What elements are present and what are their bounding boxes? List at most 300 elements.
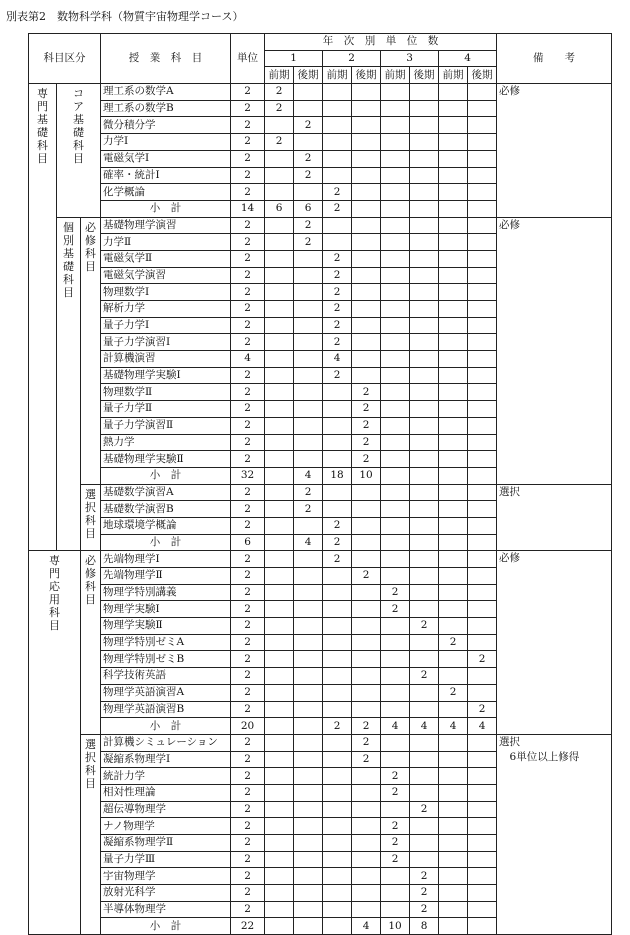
credits-cell: 2 bbox=[231, 334, 265, 351]
term-cell bbox=[381, 701, 410, 718]
term-cell bbox=[439, 434, 468, 451]
subtotal-term-cell: 2 bbox=[323, 718, 352, 735]
subject-name: 物理数学Ⅱ bbox=[101, 384, 231, 401]
term-cell bbox=[439, 167, 468, 184]
term-cell: 2 bbox=[468, 651, 497, 668]
term-cell bbox=[381, 417, 410, 434]
term-cell bbox=[265, 217, 294, 234]
subject-name: 理工系の数学A bbox=[101, 84, 231, 101]
cat-specialized-basic-label: 専門基礎科目 bbox=[37, 87, 48, 166]
term-cell bbox=[439, 618, 468, 635]
term-cell bbox=[323, 851, 352, 868]
credits-cell: 2 bbox=[231, 668, 265, 685]
cat-required bbox=[81, 217, 101, 484]
term-cell bbox=[352, 851, 381, 868]
term-cell bbox=[468, 367, 497, 384]
term-cell bbox=[294, 801, 323, 818]
term-cell bbox=[381, 150, 410, 167]
subject-name: 地球環境学概論 bbox=[101, 517, 231, 534]
header-year-2: 2 bbox=[323, 50, 381, 67]
subtotal-label: 小 計 bbox=[101, 200, 231, 217]
term-cell bbox=[352, 784, 381, 801]
subtotal-term-cell bbox=[265, 467, 294, 484]
credits-cell: 2 bbox=[231, 568, 265, 585]
term-cell bbox=[323, 451, 352, 468]
term-cell bbox=[439, 584, 468, 601]
subtotal-term-cell bbox=[352, 200, 381, 217]
term-cell bbox=[265, 351, 294, 368]
term-cell bbox=[410, 434, 439, 451]
subtotal-term-cell bbox=[381, 467, 410, 484]
term-cell bbox=[410, 317, 439, 334]
term-cell bbox=[294, 784, 323, 801]
term-cell bbox=[323, 651, 352, 668]
term-cell bbox=[323, 167, 352, 184]
subtotal-credits: 32 bbox=[231, 467, 265, 484]
term-cell bbox=[410, 401, 439, 418]
term-cell bbox=[381, 317, 410, 334]
term-cell bbox=[352, 618, 381, 635]
term-cell bbox=[468, 734, 497, 751]
subject-name: 基礎物理学実験Ⅱ bbox=[101, 451, 231, 468]
term-cell bbox=[381, 401, 410, 418]
cat-elective bbox=[81, 734, 101, 934]
term-cell bbox=[323, 434, 352, 451]
term-cell bbox=[294, 734, 323, 751]
subject-name: 理工系の数学B bbox=[101, 100, 231, 117]
term-cell: 2 bbox=[468, 701, 497, 718]
subtotal-term-cell bbox=[265, 718, 294, 735]
subject-name: 凝縮系物理学Ⅰ bbox=[101, 751, 231, 768]
credits-cell: 2 bbox=[231, 317, 265, 334]
term-cell: 2 bbox=[294, 150, 323, 167]
credits-cell: 2 bbox=[231, 84, 265, 101]
subtotal-term-cell: 6 bbox=[294, 200, 323, 217]
credits-cell: 2 bbox=[231, 801, 265, 818]
subject-name: 統計力学 bbox=[101, 768, 231, 785]
term-cell bbox=[294, 451, 323, 468]
subject-name: 物理学特別講義 bbox=[101, 584, 231, 601]
subtotal-term-cell: 8 bbox=[410, 918, 439, 935]
term-cell bbox=[439, 751, 468, 768]
term-cell: 2 bbox=[410, 901, 439, 918]
subject-name: 凝縮系物理学Ⅱ bbox=[101, 835, 231, 852]
term-cell bbox=[323, 835, 352, 852]
subtotal-label: 小 計 bbox=[101, 918, 231, 935]
subject-name: 物理学実験Ⅰ bbox=[101, 601, 231, 618]
term-cell bbox=[352, 768, 381, 785]
term-cell bbox=[352, 217, 381, 234]
term-cell bbox=[294, 334, 323, 351]
term-cell bbox=[439, 818, 468, 835]
subject-name: 放射光科学 bbox=[101, 885, 231, 902]
notes-cell: 必修 bbox=[497, 551, 612, 735]
credits-cell: 2 bbox=[231, 851, 265, 868]
credits-cell: 2 bbox=[231, 184, 265, 201]
term-cell bbox=[468, 284, 497, 301]
term-cell bbox=[468, 100, 497, 117]
term-cell bbox=[352, 818, 381, 835]
term-cell bbox=[410, 267, 439, 284]
term-cell bbox=[439, 217, 468, 234]
term-cell bbox=[381, 568, 410, 585]
term-cell bbox=[265, 434, 294, 451]
term-cell bbox=[439, 835, 468, 852]
credits-cell: 2 bbox=[231, 584, 265, 601]
term-cell: 2 bbox=[294, 234, 323, 251]
term-cell bbox=[439, 334, 468, 351]
term-cell bbox=[265, 517, 294, 534]
term-cell bbox=[410, 417, 439, 434]
term-cell bbox=[352, 584, 381, 601]
term-cell bbox=[410, 84, 439, 101]
term-cell bbox=[352, 684, 381, 701]
header-term: 前期 bbox=[439, 67, 468, 84]
term-cell bbox=[439, 384, 468, 401]
term-cell bbox=[323, 217, 352, 234]
term-cell bbox=[381, 134, 410, 151]
credits-cell: 4 bbox=[231, 351, 265, 368]
table-row bbox=[29, 84, 612, 101]
term-cell: 2 bbox=[352, 434, 381, 451]
term-cell bbox=[323, 384, 352, 401]
term-cell bbox=[294, 317, 323, 334]
term-cell: 2 bbox=[294, 501, 323, 518]
term-cell bbox=[265, 384, 294, 401]
header-row-years bbox=[29, 34, 612, 51]
term-cell bbox=[468, 234, 497, 251]
term-cell bbox=[294, 601, 323, 618]
term-cell bbox=[323, 601, 352, 618]
term-cell bbox=[294, 885, 323, 902]
term-cell bbox=[352, 234, 381, 251]
term-cell bbox=[294, 768, 323, 785]
term-cell bbox=[352, 267, 381, 284]
term-cell bbox=[352, 317, 381, 334]
term-cell bbox=[294, 301, 323, 318]
credits-cell: 2 bbox=[231, 417, 265, 434]
subject-name: 熱力学 bbox=[101, 434, 231, 451]
table-row bbox=[29, 734, 612, 751]
term-cell bbox=[439, 234, 468, 251]
term-cell bbox=[294, 434, 323, 451]
credits-cell: 2 bbox=[231, 751, 265, 768]
term-cell bbox=[381, 167, 410, 184]
term-cell: 2 bbox=[381, 784, 410, 801]
curriculum-body bbox=[29, 34, 612, 935]
term-cell bbox=[323, 568, 352, 585]
term-cell: 2 bbox=[294, 217, 323, 234]
term-cell bbox=[468, 484, 497, 501]
subtotal-term-cell bbox=[381, 200, 410, 217]
term-cell: 2 bbox=[381, 768, 410, 785]
header-term: 前期 bbox=[265, 67, 294, 84]
term-cell bbox=[352, 484, 381, 501]
term-cell bbox=[294, 384, 323, 401]
term-cell bbox=[265, 668, 294, 685]
term-cell bbox=[468, 250, 497, 267]
notes-cell: 必修 bbox=[497, 217, 612, 484]
term-cell bbox=[381, 117, 410, 134]
term-cell bbox=[294, 751, 323, 768]
term-cell bbox=[439, 651, 468, 668]
term-cell bbox=[265, 768, 294, 785]
term-cell bbox=[265, 568, 294, 585]
term-cell bbox=[294, 367, 323, 384]
term-cell: 2 bbox=[265, 100, 294, 117]
term-cell bbox=[352, 651, 381, 668]
header-term: 前期 bbox=[381, 67, 410, 84]
credits-cell: 2 bbox=[231, 451, 265, 468]
term-cell bbox=[352, 250, 381, 267]
term-cell bbox=[294, 351, 323, 368]
term-cell bbox=[323, 668, 352, 685]
term-cell bbox=[323, 117, 352, 134]
credits-cell: 2 bbox=[231, 551, 265, 568]
term-cell bbox=[323, 501, 352, 518]
term-cell bbox=[265, 601, 294, 618]
term-cell bbox=[410, 334, 439, 351]
subject-name: 先端物理学Ⅱ bbox=[101, 568, 231, 585]
subtotal-term-cell bbox=[381, 534, 410, 551]
subtotal-term-cell bbox=[468, 918, 497, 935]
term-cell bbox=[294, 701, 323, 718]
header-term: 後期 bbox=[294, 67, 323, 84]
term-cell bbox=[294, 134, 323, 151]
term-cell bbox=[410, 701, 439, 718]
term-cell bbox=[439, 184, 468, 201]
term-cell bbox=[265, 367, 294, 384]
term-cell bbox=[381, 384, 410, 401]
term-cell bbox=[323, 484, 352, 501]
term-cell bbox=[439, 351, 468, 368]
term-cell bbox=[294, 634, 323, 651]
term-cell bbox=[410, 651, 439, 668]
term-cell bbox=[410, 751, 439, 768]
term-cell bbox=[381, 668, 410, 685]
term-cell bbox=[468, 134, 497, 151]
term-cell: 2 bbox=[410, 801, 439, 818]
credits-cell: 2 bbox=[231, 100, 265, 117]
term-cell: 2 bbox=[323, 317, 352, 334]
credits-cell: 2 bbox=[231, 634, 265, 651]
credits-cell: 2 bbox=[231, 768, 265, 785]
subject-name: 電磁気学Ⅰ bbox=[101, 150, 231, 167]
term-cell bbox=[439, 868, 468, 885]
term-cell: 2 bbox=[323, 301, 352, 318]
table-row bbox=[29, 551, 612, 568]
credits-cell: 2 bbox=[231, 267, 265, 284]
term-cell bbox=[439, 701, 468, 718]
credits-cell: 2 bbox=[231, 484, 265, 501]
term-cell bbox=[265, 117, 294, 134]
term-cell bbox=[352, 501, 381, 518]
term-cell bbox=[410, 484, 439, 501]
term-cell bbox=[410, 351, 439, 368]
notes-cell: 必修 bbox=[497, 84, 612, 218]
subject-name: 半導体物理学 bbox=[101, 901, 231, 918]
term-cell: 2 bbox=[352, 734, 381, 751]
subtotal-term-cell bbox=[410, 200, 439, 217]
subtotal-term-cell: 2 bbox=[352, 718, 381, 735]
header-notes: 備 考 bbox=[497, 34, 612, 84]
term-cell bbox=[468, 568, 497, 585]
term-cell bbox=[410, 517, 439, 534]
term-cell bbox=[468, 150, 497, 167]
table-row bbox=[29, 484, 612, 501]
term-cell bbox=[468, 668, 497, 685]
cat-elective-label: 選択科目 bbox=[85, 737, 97, 790]
term-cell bbox=[410, 217, 439, 234]
term-cell bbox=[265, 818, 294, 835]
subtotal-term-cell bbox=[323, 918, 352, 935]
term-cell bbox=[265, 885, 294, 902]
cat-elective bbox=[81, 484, 101, 551]
term-cell bbox=[439, 768, 468, 785]
term-cell bbox=[439, 150, 468, 167]
term-cell bbox=[294, 668, 323, 685]
header-category: 科目区分 bbox=[29, 34, 101, 84]
term-cell bbox=[439, 885, 468, 902]
subtotal-term-cell: 4 bbox=[439, 718, 468, 735]
subject-name: 量子力学Ⅲ bbox=[101, 851, 231, 868]
term-cell bbox=[294, 284, 323, 301]
cat-individual-basic-label: 個別基礎科目 bbox=[63, 220, 74, 299]
subtotal-term-cell: 10 bbox=[381, 918, 410, 935]
term-cell bbox=[294, 250, 323, 267]
term-cell bbox=[352, 100, 381, 117]
subtotal-term-cell bbox=[265, 534, 294, 551]
term-cell bbox=[323, 701, 352, 718]
term-cell bbox=[381, 901, 410, 918]
credits-cell: 2 bbox=[231, 150, 265, 167]
term-cell bbox=[410, 501, 439, 518]
subject-name: 化学概論 bbox=[101, 184, 231, 201]
term-cell: 4 bbox=[323, 351, 352, 368]
term-cell bbox=[468, 317, 497, 334]
term-cell bbox=[323, 417, 352, 434]
subject-name: 基礎数学演習B bbox=[101, 501, 231, 518]
cat-core-basic-label: コア基礎科目 bbox=[73, 87, 85, 166]
term-cell bbox=[381, 84, 410, 101]
term-cell bbox=[323, 768, 352, 785]
term-cell bbox=[468, 351, 497, 368]
term-cell bbox=[381, 684, 410, 701]
term-cell bbox=[323, 134, 352, 151]
term-cell bbox=[265, 284, 294, 301]
term-cell bbox=[323, 751, 352, 768]
credits-cell: 2 bbox=[231, 367, 265, 384]
term-cell: 2 bbox=[410, 618, 439, 635]
term-cell bbox=[468, 885, 497, 902]
term-cell bbox=[468, 801, 497, 818]
term-cell bbox=[294, 901, 323, 918]
term-cell bbox=[468, 267, 497, 284]
term-cell bbox=[410, 384, 439, 401]
subject-name: 超伝導物理学 bbox=[101, 801, 231, 818]
credits-cell: 2 bbox=[231, 117, 265, 134]
subject-name: 確率・統計Ⅰ bbox=[101, 167, 231, 184]
term-cell bbox=[381, 334, 410, 351]
term-cell: 2 bbox=[381, 818, 410, 835]
term-cell: 2 bbox=[352, 417, 381, 434]
term-cell bbox=[439, 784, 468, 801]
term-cell bbox=[294, 184, 323, 201]
term-cell bbox=[410, 601, 439, 618]
term-cell bbox=[439, 484, 468, 501]
subtotal-credits: 14 bbox=[231, 200, 265, 217]
credits-cell: 2 bbox=[231, 167, 265, 184]
term-cell: 2 bbox=[323, 184, 352, 201]
term-cell bbox=[381, 868, 410, 885]
subject-name: 電磁気学演習 bbox=[101, 267, 231, 284]
term-cell bbox=[265, 417, 294, 434]
term-cell bbox=[294, 684, 323, 701]
term-cell bbox=[323, 818, 352, 835]
term-cell bbox=[410, 134, 439, 151]
term-cell bbox=[265, 184, 294, 201]
term-cell bbox=[468, 551, 497, 568]
term-cell: 2 bbox=[352, 451, 381, 468]
term-cell bbox=[468, 868, 497, 885]
term-cell bbox=[294, 551, 323, 568]
header-term: 後期 bbox=[410, 67, 439, 84]
term-cell bbox=[381, 267, 410, 284]
term-cell: 2 bbox=[294, 167, 323, 184]
subject-name: 解析力学 bbox=[101, 301, 231, 318]
term-cell bbox=[352, 284, 381, 301]
term-cell bbox=[468, 384, 497, 401]
subject-name: 量子力学演習Ⅱ bbox=[101, 417, 231, 434]
subject-name: 微分積分学 bbox=[101, 117, 231, 134]
term-cell bbox=[265, 484, 294, 501]
term-cell bbox=[265, 234, 294, 251]
term-cell bbox=[381, 434, 410, 451]
term-cell bbox=[381, 801, 410, 818]
term-cell bbox=[381, 184, 410, 201]
credits-cell: 2 bbox=[231, 835, 265, 852]
subject-name: 宇宙物理学 bbox=[101, 868, 231, 885]
term-cell: 2 bbox=[410, 868, 439, 885]
term-cell: 2 bbox=[381, 835, 410, 852]
credits-cell: 2 bbox=[231, 284, 265, 301]
term-cell bbox=[381, 217, 410, 234]
term-cell bbox=[323, 734, 352, 751]
term-cell bbox=[265, 751, 294, 768]
term-cell: 2 bbox=[381, 584, 410, 601]
subject-name: 量子力学Ⅰ bbox=[101, 317, 231, 334]
term-cell bbox=[381, 451, 410, 468]
cat-core-basic bbox=[57, 84, 101, 218]
term-cell bbox=[381, 351, 410, 368]
term-cell bbox=[265, 784, 294, 801]
term-cell: 2 bbox=[323, 517, 352, 534]
term-cell bbox=[323, 801, 352, 818]
term-cell bbox=[352, 134, 381, 151]
term-cell bbox=[410, 117, 439, 134]
term-cell bbox=[265, 734, 294, 751]
term-cell bbox=[410, 851, 439, 868]
term-cell bbox=[468, 768, 497, 785]
term-cell bbox=[468, 601, 497, 618]
term-cell bbox=[265, 851, 294, 868]
term-cell bbox=[468, 334, 497, 351]
term-cell bbox=[323, 618, 352, 635]
term-cell bbox=[352, 301, 381, 318]
subject-name: 先端物理学Ⅰ bbox=[101, 551, 231, 568]
term-cell bbox=[439, 267, 468, 284]
term-cell bbox=[468, 217, 497, 234]
